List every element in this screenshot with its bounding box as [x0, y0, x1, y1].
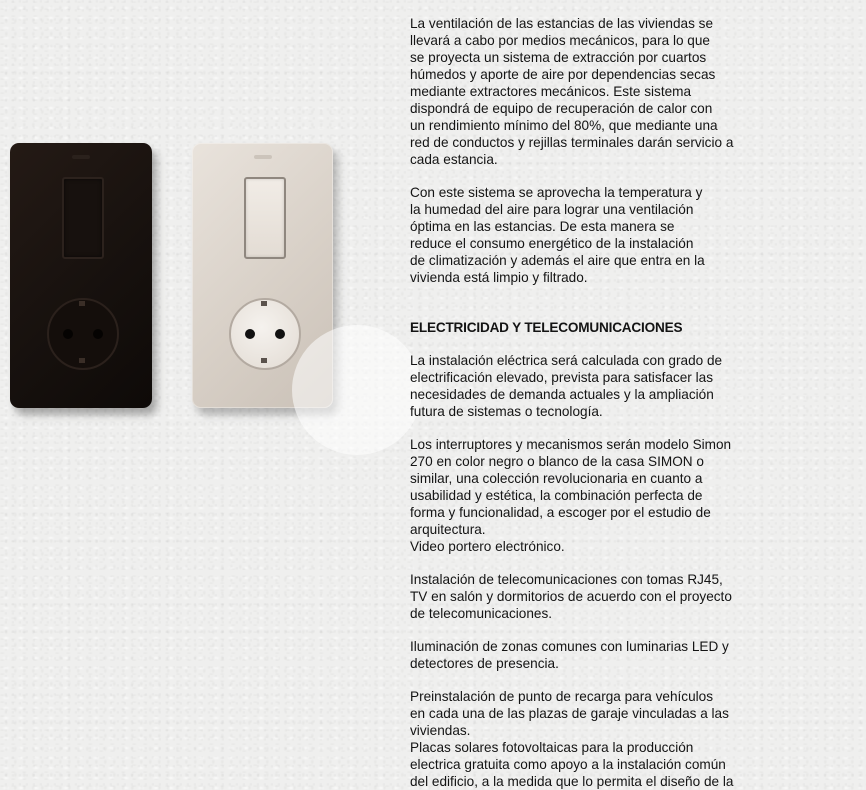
schuko-socket-icon: [229, 298, 301, 370]
paragraph-lighting: Iluminación de zonas comunes con luminarias LED y detectores de presencia.: [410, 639, 729, 671]
paragraph-ventilation-system: La ventilación de las estancias de las viviendas se llevará a cabo por medios mecánicos, para lo que se proyecta un sistema de extracción por cuartos húmedos y aporte de aire por dependencias secas mediante extractores mecánicos. Este sistema dispondrá de equipo de recuperación de calor con un rendimiento mínimo del 80%, que mediante una red de conductos y rejillas terminales darán servicio a cada estancia.: [410, 16, 734, 167]
schuko-socket-icon: [47, 298, 119, 370]
paragraph-ventilation-benefits: Con este sistema se aprovecha la temperatura y la humedad del aire para lograr una ventilación óptima en las estancias. De esta manera se reduce el consumo energético de la instalación de climatización y además el aire que entra en la vivienda está limpio y filtrado.: [410, 185, 705, 285]
paragraph-ev-charging-solar: Preinstalación de punto de recarga para vehículos en cada una de las plazas de garaje vinculadas a las viviendas. Placas solares fotovoltaicas para la producción electrica gratuita como apoyo a la instalación común del edificio, a la medida que lo permita el diseño de la: [410, 689, 734, 789]
earth-clip-icon: [261, 301, 267, 306]
indicator-led-icon: [254, 155, 272, 159]
socket-pin-icon: [93, 329, 103, 339]
black-switch-plate-icon: [10, 143, 152, 408]
paragraph-telecom: Instalación de telecomunicaciones con tomas RJ45, TV en salón y dormitorios de acuerdo con el proyecto de telecomunicaciones.: [410, 572, 732, 621]
section-heading-electricity: ELECTRICIDAD Y TELECOMUNICACIONES: [410, 320, 683, 335]
paragraph-electrical-installation: La instalación eléctrica será calculada con grado de electrificación elevado, prevista para satisfacer las necesidades de demanda actuales y la ampliación futura de sistemas o tecnología.: [410, 353, 723, 419]
socket-pin-icon: [245, 329, 255, 339]
earth-clip-icon: [79, 358, 85, 363]
light-glare: [292, 325, 422, 455]
paragraph-switches: Los interruptores y mecanismos serán modelo Simon 270 en color negro o blanco de la casa SIMON o similar, una colección revolucionaria en cuanto a usabilidad y estética, la combinación perfecta de forma y funcionalidad, a escoger por el estudio de arquitectura. Video portero electrónico.: [410, 437, 732, 554]
indicator-led-icon: [72, 155, 90, 159]
rocker-switch-icon: [62, 177, 104, 259]
earth-clip-icon: [261, 358, 267, 363]
rocker-switch-icon: [244, 177, 286, 259]
socket-pin-icon: [275, 329, 285, 339]
text-column: [410, 15, 770, 790]
socket-pin-icon: [63, 329, 73, 339]
earth-clip-icon: [79, 301, 85, 306]
